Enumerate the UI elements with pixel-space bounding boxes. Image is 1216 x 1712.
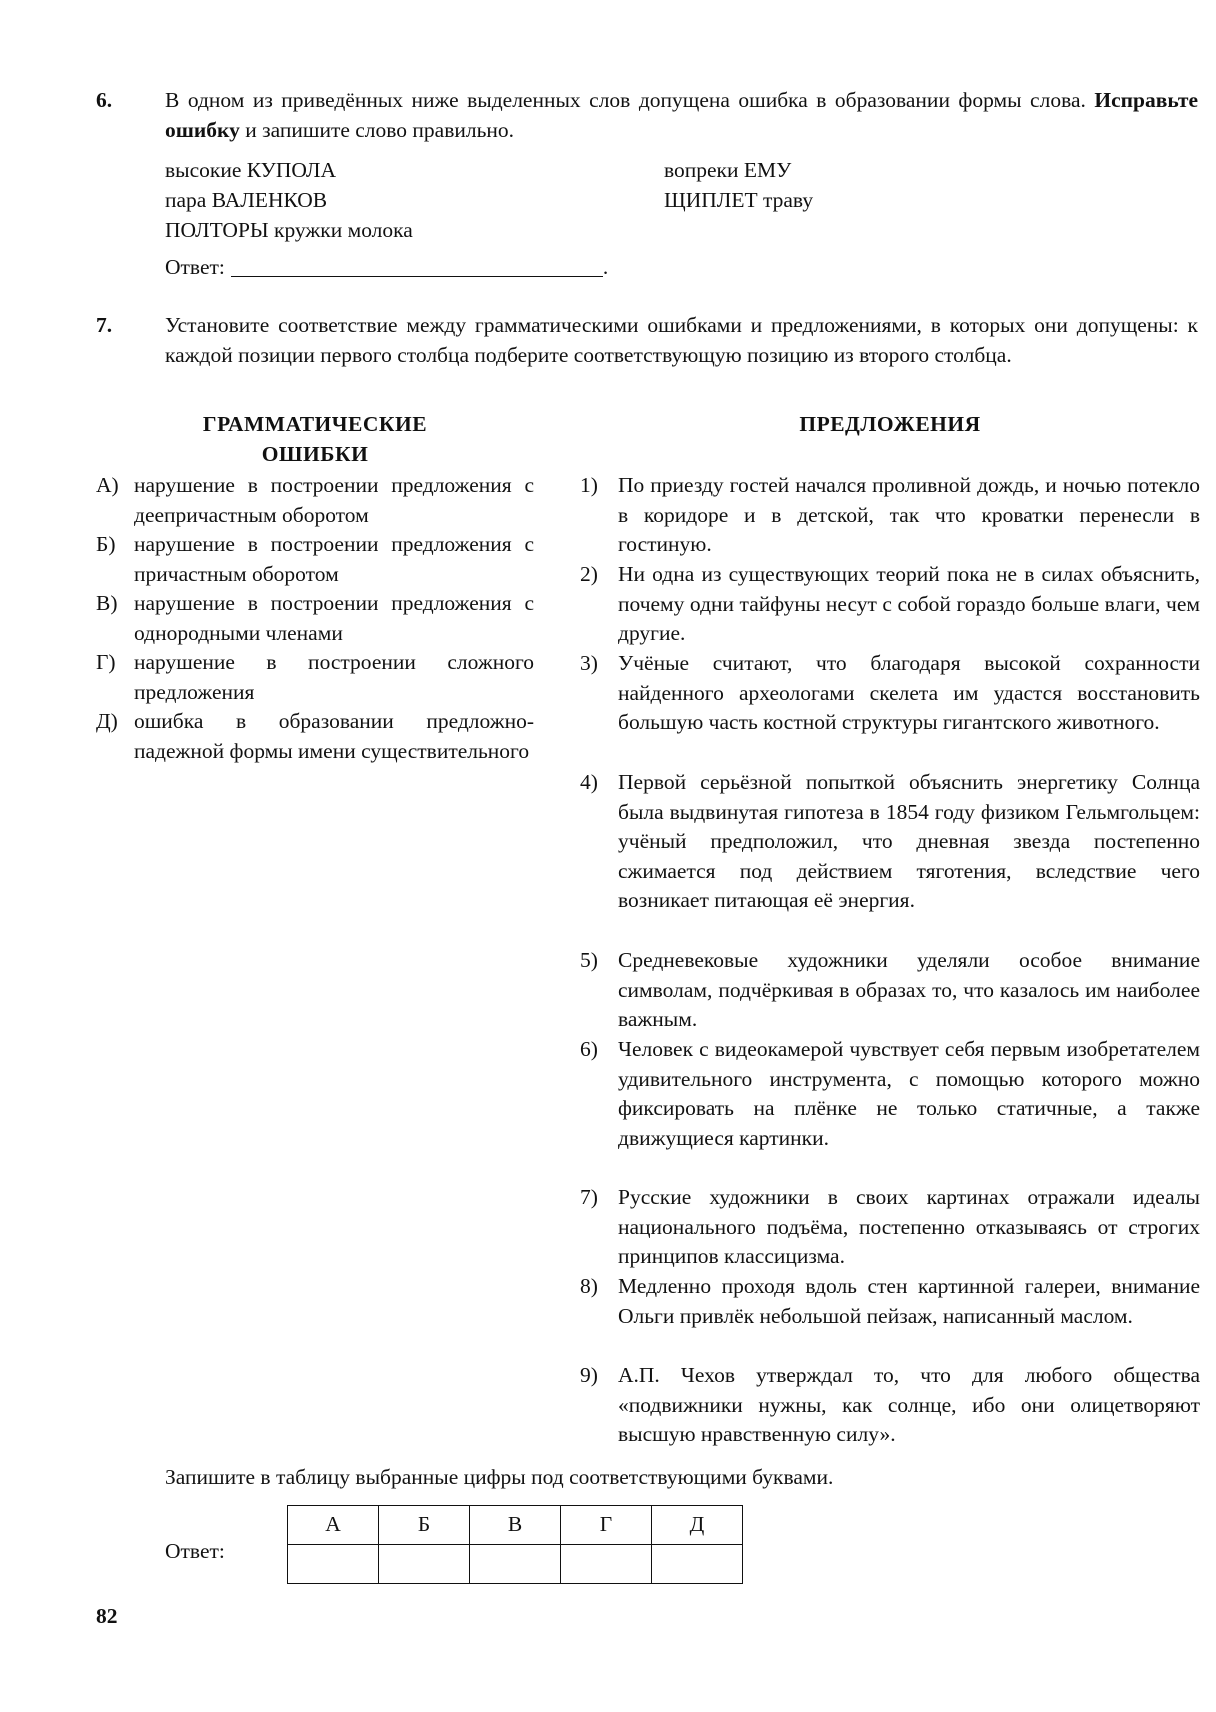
answer-cell-a[interactable] bbox=[288, 1545, 379, 1584]
sentence-number: 9) bbox=[580, 1363, 598, 1387]
sentence-number: 6) bbox=[580, 1037, 598, 1061]
sentence-number: 1) bbox=[580, 473, 598, 497]
task-6-answer-end: . bbox=[602, 255, 609, 279]
error-text: ошибка в образовании предложно-падежной формы имени существительного bbox=[134, 709, 534, 763]
task-6-option: высокие КУПОЛА bbox=[165, 158, 336, 182]
answer-table-header: Б bbox=[379, 1506, 470, 1545]
answer-cell-g[interactable] bbox=[561, 1545, 652, 1584]
task-6-answer-label: Ответ: bbox=[165, 255, 225, 279]
answer-table-header: В bbox=[470, 1506, 561, 1545]
task-7-number: 7. bbox=[96, 313, 113, 337]
task-6-option: ПОЛТОРЫ кружки молока bbox=[165, 218, 413, 242]
task-6-text bbox=[165, 86, 1198, 145]
answer-table-header: Г bbox=[561, 1506, 652, 1545]
error-letter: Г) bbox=[96, 650, 116, 674]
task-6-text-bold: Исправьте ошибку bbox=[165, 88, 1198, 142]
task-6-option: ЩИПЛЕТ траву bbox=[664, 188, 814, 212]
sentence-text: Первой серьёзной попыткой объяснить энергетику Солнца была выдвинутая гипотеза в 1854 году физиком Гельмгольцем: учёный предположил, что дневная звезда постепенно сжимается под действием тяготения, вследствие чего возникает питающая её энергия. bbox=[618, 770, 1200, 913]
answer-table bbox=[287, 1505, 743, 1584]
task-6-option: вопреки ЕМУ bbox=[664, 158, 792, 182]
answer-table-value-row bbox=[288, 1545, 743, 1584]
table-instruction: Запишите в таблицу выбранные цифры под соответствующими буквами. bbox=[165, 1465, 834, 1489]
sentence-number: 3) bbox=[580, 651, 598, 675]
errors-column-heading bbox=[150, 410, 480, 469]
sentence-number: 8) bbox=[580, 1274, 598, 1298]
error-text: нарушение в построении предложения с однородными членами bbox=[134, 591, 534, 645]
task-7-answer-label: Ответ: bbox=[165, 1539, 225, 1563]
sentence-text: По приезду гостей начался проливной дождь, и ночью потекло в коридоре и в детской, так что кроватки перенесли в гостиную. bbox=[618, 473, 1200, 557]
error-text: нарушение в построении предложения с деепричастным оборотом bbox=[134, 473, 534, 527]
sentence-text: А.П. Чехов утверждал то, что для любого общества «подвижники нужны, как солнце, ибо они олицетворяют высшую нравственную силу». bbox=[618, 1363, 1200, 1447]
task-6-text-before: В одном из приведённых ниже выделенных слов допущена ошибка в образовании формы слова. bbox=[165, 88, 1086, 112]
error-text: нарушение в построении предложения с причастным оборотом bbox=[134, 532, 534, 586]
sentences-column-heading: ПРЕДЛОЖЕНИЯ bbox=[799, 412, 981, 436]
error-text: нарушение в построении сложного предложения bbox=[134, 650, 534, 704]
sentence-number: 5) bbox=[580, 948, 598, 972]
answer-table-header-row bbox=[288, 1506, 743, 1545]
task-6-number: 6. bbox=[96, 88, 113, 112]
errors-heading-line2: ОШИБКИ bbox=[261, 441, 369, 466]
sentence-text: Средневековые художники уделяли особое внимание символам, подчёркивая в образах то, что казалось им наиболее важным. bbox=[618, 948, 1200, 1032]
task-6-answer bbox=[165, 253, 608, 283]
error-letter: Д) bbox=[96, 709, 118, 733]
errors-heading-line1: ГРАММАТИЧЕСКИЕ bbox=[202, 412, 428, 436]
sentence-text: Учёные считают, что благодаря высокой сохранности найденного археологами скелета им удастся восстановить большую часть костной структуры гигантского животного. bbox=[618, 651, 1200, 735]
error-letter: А) bbox=[96, 473, 119, 497]
sentence-text: Русские художники в своих картинах отражали идеалы национального подъёма, постепенно отказываясь от строгих принципов классицизма. bbox=[618, 1185, 1200, 1269]
task-7-instruction: Установите соответствие между грамматическими ошибками и предложениями, в которых они допущены: к каждой позиции первого столбца подберите соответствующую позицию из второго столбца. bbox=[165, 313, 1198, 367]
error-letter: Б) bbox=[96, 532, 116, 556]
task-6-text-after: и запишите слово правильно. bbox=[245, 117, 515, 142]
error-letter: В) bbox=[96, 591, 118, 615]
task-6-answer-field[interactable] bbox=[231, 254, 603, 277]
sentence-text: Человек с видеокамерой чувствует себя первым изобретателем удивительного инструмента, с помощью которого можно фиксировать на плёнке не только статичные, а также движущиеся картинки. bbox=[618, 1037, 1200, 1150]
answer-cell-d[interactable] bbox=[652, 1545, 743, 1584]
sentence-text: Ни одна из существующих теорий пока не в силах объяснить, почему одни тайфуны несут с собой гораздо больше влаги, чем другие. bbox=[618, 562, 1200, 646]
sentence-text: Медленно проходя вдоль стен картинной галереи, внимание Ольги привлёк небольшой пейзаж, написанный маслом. bbox=[618, 1274, 1200, 1328]
sentence-number: 2) bbox=[580, 562, 598, 586]
answer-table-header: Д bbox=[652, 1506, 743, 1545]
answer-cell-b[interactable] bbox=[379, 1545, 470, 1584]
answer-table-header: А bbox=[288, 1506, 379, 1545]
page-number: 82 bbox=[96, 1604, 118, 1628]
answer-cell-v[interactable] bbox=[470, 1545, 561, 1584]
sentence-number: 4) bbox=[580, 770, 598, 794]
task-6-option: пара ВАЛЕНКОВ bbox=[165, 188, 328, 212]
sentence-number: 7) bbox=[580, 1185, 598, 1209]
